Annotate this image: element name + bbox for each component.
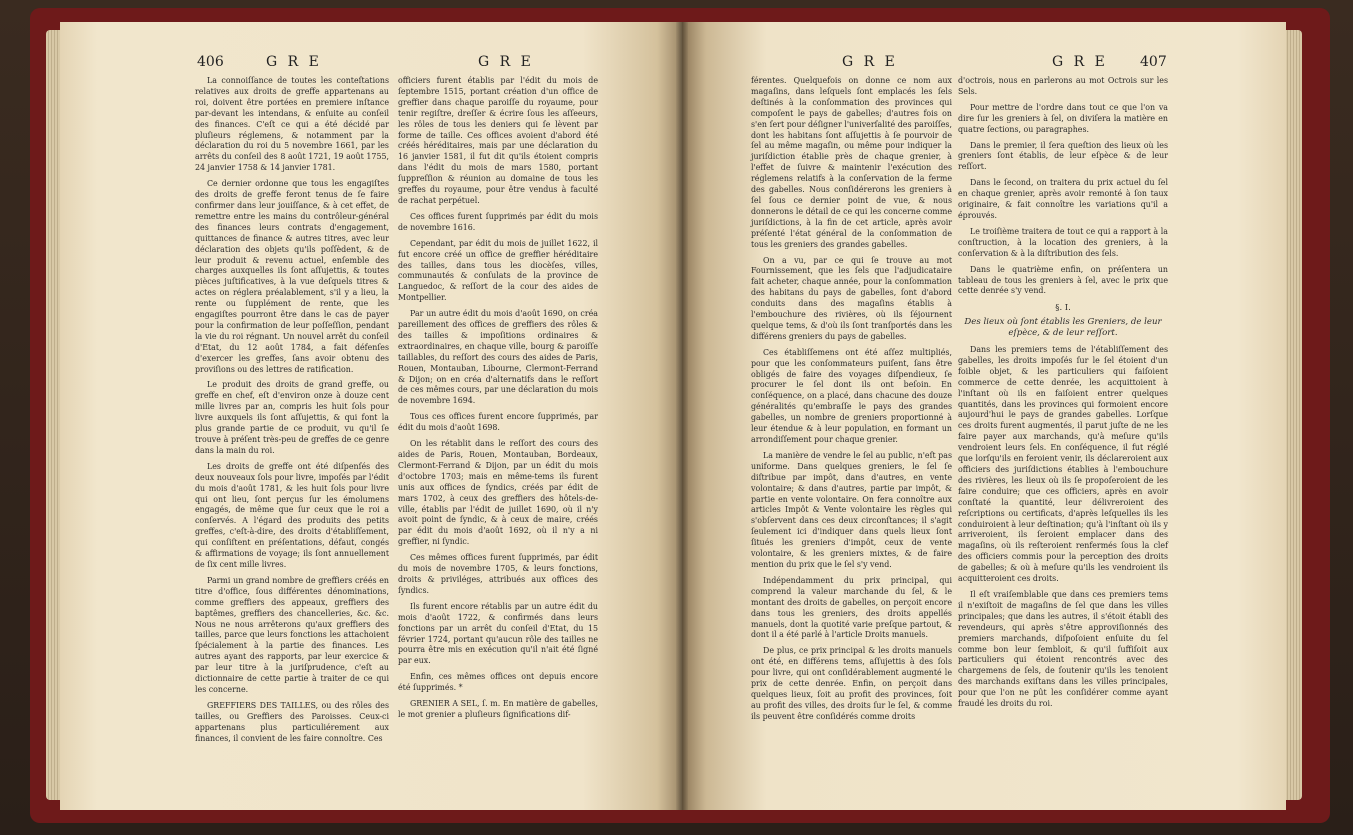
right-column-1	[751, 76, 952, 728]
paragraph: Pour mettre de l'ordre dans tout ce que l'on va dire ſur les greniers à ſel, on diviſera la matière en quatre ſections, ou paragraphes.	[958, 102, 1168, 134]
paragraph: Dans les premiers tems de l'établiſſement des gabelles, les droits impoſés ſur le ſel étoient d'un foible objet, & les particuliers qui faiſoient commerce de cette denrée, les acquittoient à l'inſtant où ils en faiſoient entrer quelques quantités, dans les provinces qui formoient encore aujourd'hui le pays de grandes gabelles. Lorſque ces droits furent augmentés, il parut juſte de ne les faire payer aux marchands, qu'à meſure qu'ils vendroient leurs ſels. En conſéquence, il fut réglé que lorſqu'ils en feroient venir, ils déclareroient aux officiers des juriſdictions établies à l'embouchure des rivières, les lieux où ils ſe propoſeroient de les faire conduire; que ces officiers, après en avoir conſtaté la quantité, leur délivreroient des reſcriptions ou certificats, d'après leſquelles ils les conduiroient à leur deſtination; qu'à l'inſtant où ils y arriveroient, ils ſeroient emplacer dans des magaſins, où ils reſteroient renfermés ſous la clef des officiers commis pour la perception des droits de gabelles; & où à meſure qu'ils les vendroient ils acquitteroient ces droits.	[958, 345, 1168, 584]
running-head-right-1: G R E	[842, 54, 898, 70]
paragraph: Le troiſième traitera de tout ce qui a rapport à la conſtruction, à la location des greniers, à la conſervation & à la diſtribution des ſels.	[958, 226, 1168, 258]
running-head-left-2: G R E	[478, 54, 534, 70]
book-gutter	[676, 22, 688, 810]
paragraph: GRENIER A SEL, ſ. m. En matière de gabelles, le mot grenier a pluſieurs ſignifications dif-	[398, 699, 598, 719]
paragraph: Enfin, ces mêmes offices ont depuis encore été ſupprimés. *	[398, 672, 598, 693]
left-column-1	[195, 76, 389, 749]
paragraph: officiers furent établis par l'édit du mois de ſeptembre 1515, portant création d'un office de greffier dans chaque paroiſſe du royaume, pour tenir regiſtre, dreſſer & écrire ſous les aſſeeurs, les rôles de tous les deniers qui ſe lèvent par forme de taille. Ces offices avoient d'abord été créés héréditaires, mais par une déclaration du 16 janvier 1581, il fut dit qu'ils étoient compris dans l'édit du mois de mars 1580, portant ſuppreſſion & réunion au domaine de tous les greffes du royaume, pour être vendus à faculté de rachat perpétuel.	[398, 76, 598, 205]
left-column-2	[398, 76, 598, 726]
paragraph: Tous ces offices furent encore ſupprimés, par édit du mois d'août 1698.	[398, 412, 598, 433]
paragraph: Indépendamment du prix principal, qui comprend la valeur marchande du ſel, & le montant des droits de gabelles, on perçoit encore dans tous les greniers, des droits appellés manuels, dont la quotité varie preſque partout, & dont il a été parlé à l'article Droits manuels.	[751, 575, 952, 640]
page-number-left: 406	[197, 54, 224, 70]
paragraph: férentes. Quelquefois on donne ce nom aux magaſins, dans leſquels ſont emplacés les ſels deſtinés à la conſommation des provinces qui compoſent le pays de gabelles; d'autres fois on s'en ſert pour déſigner l'univerſalité des paroiſſes, dont les habitans ſont aſſujettis à ſe pourvoir de ſel au même magaſin, ou même pour indiquer la juriſdiction établie près de chaque grenier, à l'effet de ſuivre & maintenir l'exécution des réglemens relatifs à la conſervation de la ferme des gabelles. Nous conſidérerons les greniers à ſel ſous ce dernier point de vue, & nous donnerons le détail de ce qui les concerne comme juriſdictions, à la fin de cet article, après avoir préſenté l'état général de la conſommation de tous les greniers des grandes gabelles.	[751, 76, 952, 249]
paragraph: Le produit des droits de grand greffe, ou greffe en chef, eſt d'environ onze à douze cent mille livres par an, compris les huit ſols pour livre auxquels ils ſont aſſujettis, & qui font la plus grande partie de ce produit, vu qu'il ſe trouve à préſent très-peu de greffes de ce genre dans la main du roi.	[195, 380, 389, 455]
paragraph: Il eſt vraiſemblable que dans ces premiers tems il n'exiſtoit de magaſins de ſel que dans les villes principales; que dans les autres, il s'étoit établi des revendeurs, qui après s'être approviſionnés des premiers marchands, diſpoſoient enſuite du ſel comme bon leur ſembloit, & qu'il ſuffiſoit aux particuliers qui étoient rencontrés avec des chargemens de ſels, de ſoutenir qu'ils les tenoient des marchands exiſtans dans les villes principales, pour que l'on ne pût les conſidérer comme ayant fraudé les droits du roi.	[958, 589, 1168, 709]
section-mark: §. I.	[1055, 302, 1071, 313]
section-title: Des lieux où ſont établis les Greniers, de leur eſpèce, & de leur reſſort.	[964, 317, 1162, 339]
paragraph: Dans le quatrième enfin, on préſentera un tableau de tous les greniers à ſel, avec le prix que cette denrée s'y vend.	[958, 264, 1168, 296]
paragraph: Ces offices furent ſupprimés par édit du mois de novembre 1616.	[398, 211, 598, 232]
right-column-2	[958, 76, 1168, 715]
paragraph: La connoiſſance de toutes les conteſtations relatives aux droits de greffe appartenans au roi, doivent être portées en premiere inſtance par-devant les intendans, & enſuite au conſeil des finances. C'eſt ce qui a été décidé par pluſieurs réglemens, & notamment par la déclaration du roi du 5 novembre 1661, par les arrêts du conſeil des 8 août 1721, 19 août 1755, 24 janvier 1758 & 14 janvier 1781.	[195, 76, 389, 173]
paragraph: GREFFIERS DES TAILLES, ou des rôles des tailles, ou Greffiers des Paroisses. Ceux-ci appartenans plus particuliérement aux finances, il convient de les faire connoître. Ces	[195, 700, 389, 743]
paragraph: Dans le premier, il ſera queſtion des lieux où les greniers ſont établis, de leur eſpèce & de leur reſſort.	[958, 140, 1168, 172]
paragraph: On a vu, par ce qui ſe trouve au mot Fournissement, que les ſels que l'adjudicataire fait acheter, chaque année, pour la conſommation des habitans du pays de gabelles, ſont d'abord conduits dans des magaſins établis à l'embouchure des rivières, où ils ſéjournent quelque tems, & d'où ils ſont tranſportés dans les différens greniers du pays de gabelles.	[751, 255, 952, 341]
paragraph: Ces établiſſemens ont été aſſez multipliés, pour que les conſommateurs puiſent, ſans être obligés de faire des voyages diſpendieux, ſe procurer le ſel dont ils ont beſoin. En conſéquence, on a placé, dans chacune des douze généralités qu'embraſſe le pays des grandes gabelles, un nombre de greniers proportionné à leur étendue & à leur population, en formant un arrondiſſement pour chaque grenier.	[751, 347, 952, 444]
paragraph: d'octrois, nous en parlerons au mot Octrois sur les Sels.	[958, 76, 1168, 96]
paragraph: De plus, ce prix principal & les droits manuels ont été, en différens tems, aſſujettis à des ſols pour livre, qui ont conſidérablement augmenté le prix de cette denrée. Enfin, on perçoit dans quelques lieux, ſoit au profit des provinces, ſoit au profit des villes, des droits ſur le ſel, & comme ils peuvent être conſidérés comme droits	[751, 646, 952, 721]
paragraph: La manière de vendre le ſel au public, n'eſt pas uniforme. Dans quelques greniers, le ſel ſe diſtribue par impôt, dans d'autres, en vente volontaire; & dans d'autres, partie par impôt, & partie en vente volontaire. On fera connoître aux articles Impôt & Vente volontaire les règles qui s'obſervent dans ces deux circonſtances; il s'agit ſeulement ici d'indiquer dans quels lieux ſont ſitués les greniers d'impôt, ceux de vente volontaire, & les greniers mixtes, & de faire mention du prix que le ſel s'y vend.	[751, 450, 952, 569]
paragraph: Parmi un grand nombre de greffiers créés en titre d'office, ſous différentes dénominations, comme greffiers des appeaux, greffiers des baptêmes, greffiers des chancelleries, &c. &c. Nous ne nous arrêterons qu'aux greffiers des tailles, parce que leurs fonctions les attachoient ſpécialement à la partie des finances. Les autres ayant des rapports, par leur exercice & par leur titre à la juriſprudence, c'eſt au dictionnaire de cette partie à traiter de ce qui les concerne.	[195, 575, 389, 694]
paragraph: Les droits de greffe ont été diſpenſés des deux nouveaux ſols pour livre, impoſés par l'édit du mois d'août 1781, & les huit ſols pour livre qui ont lieu, ſont perçus ſur les émolumens engagés, de même que ſur ceux que le roi a conſervés. A l'égard des produits des petits greffes, c'eſt-à-dire, des droits d'établiſſement, qui conſiſtent en préſentations, défaut, congés & affirmations de voyage; ils ſont annuellement de ſix cent mille livres.	[195, 461, 389, 569]
page-number-right: 407	[1140, 54, 1167, 70]
paragraph: Ils furent encore rétablis par un autre édit du mois d'août 1722, & confirmés dans leurs fonctions par un arrêt du conſeil d'Etat, du 15 février 1724, portant qu'aucun rôle des tailles ne pourra être mis en exécution qu'il n'ait été ſigné par eux.	[398, 601, 598, 666]
paragraph: Par un autre édit du mois d'août 1690, on créa pareillement des offices de greffiers des rôles & des tailles & impoſitions ordinaires & extraordinaires, en chaque ville, bourg & paroiſſe taillables, du reſſort des cours des aides de Paris, Rouen, Montauban, Libourne, Clermont-Ferrand & Dijon; on en créa d'alternatifs dans le reſſort de ces mêmes cours, par une déclaration du mois de novembre 1694.	[398, 309, 598, 406]
running-head-right-2: G R E	[1052, 54, 1108, 70]
paragraph: On les rétablit dans le reſſort des cours des aides de Paris, Rouen, Montauban, Bordeaux, Clermont-Ferrand & Dijon, par un édit du mois d'octobre 1703; mais en même-tems ils furent unis aux offices de ſyndics, créés par édit de mars 1702, à ceux des greffiers des hôtels-de-ville, établis par l'édit de juillet 1690, où il n'y avoit point de ſyndic, & à ceux de maire, créés par édit du mois d'août 1692, où il n'y a ni greffier, ni ſyndic.	[398, 439, 598, 547]
paragraph: Dans le ſecond, on traitera du prix actuel du ſel en chaque grenier, après avoir remonté à ſon taux originaire, & fait connoître les variations qu'il a éprouvés.	[958, 178, 1168, 220]
page-edges-right	[1284, 30, 1302, 800]
paragraph: Cependant, par édit du mois de juillet 1622, il fut encore créé un office de greffier héréditaire des tailles, dans tous les diocèſes, villes, communautés & conſulats de la province de Languedoc, & reſſort de la cour des aides de Montpellier.	[398, 238, 598, 303]
running-head-left-1: G R E	[266, 54, 322, 70]
paragraph: Ces mêmes offices furent ſupprimés, par édit du mois de novembre 1705, & leurs fonctions, droits & priviléges, attribués aux offices des ſyndics.	[398, 553, 598, 595]
paragraph: Ce dernier ordonne que tous les engagiſtes des droits de greffe feront tenus de ſe faire confirmer dans leur jouiſſance, & à cet effet, de remettre entre les mains du contrôleur-général des finances leurs contrats d'engagement, quittances de finance & autres titres, avec leur déclaration des objets qu'ils poſſèdent, & de leur produit & revenu actuel, enſemble des charges auxquelles ils ſont aſſujettis, & toutes pièces juſtificatives, à la vue deſquels titres & actes on réglera préalablement, s'il y a lieu, la rente ou ſupplément de rente, que les engagiſtes pourront être dans le cas de payer pour la confirmation de leur poſſeſſion, pendant la vie du roi régnant. Un nouvel arrêt du conſeil d'Etat, du 12 août 1784, a fait défenſes d'exercer les greffes, ſans avoir obtenu des proviſions ou des lettres de ratification.	[195, 179, 389, 374]
